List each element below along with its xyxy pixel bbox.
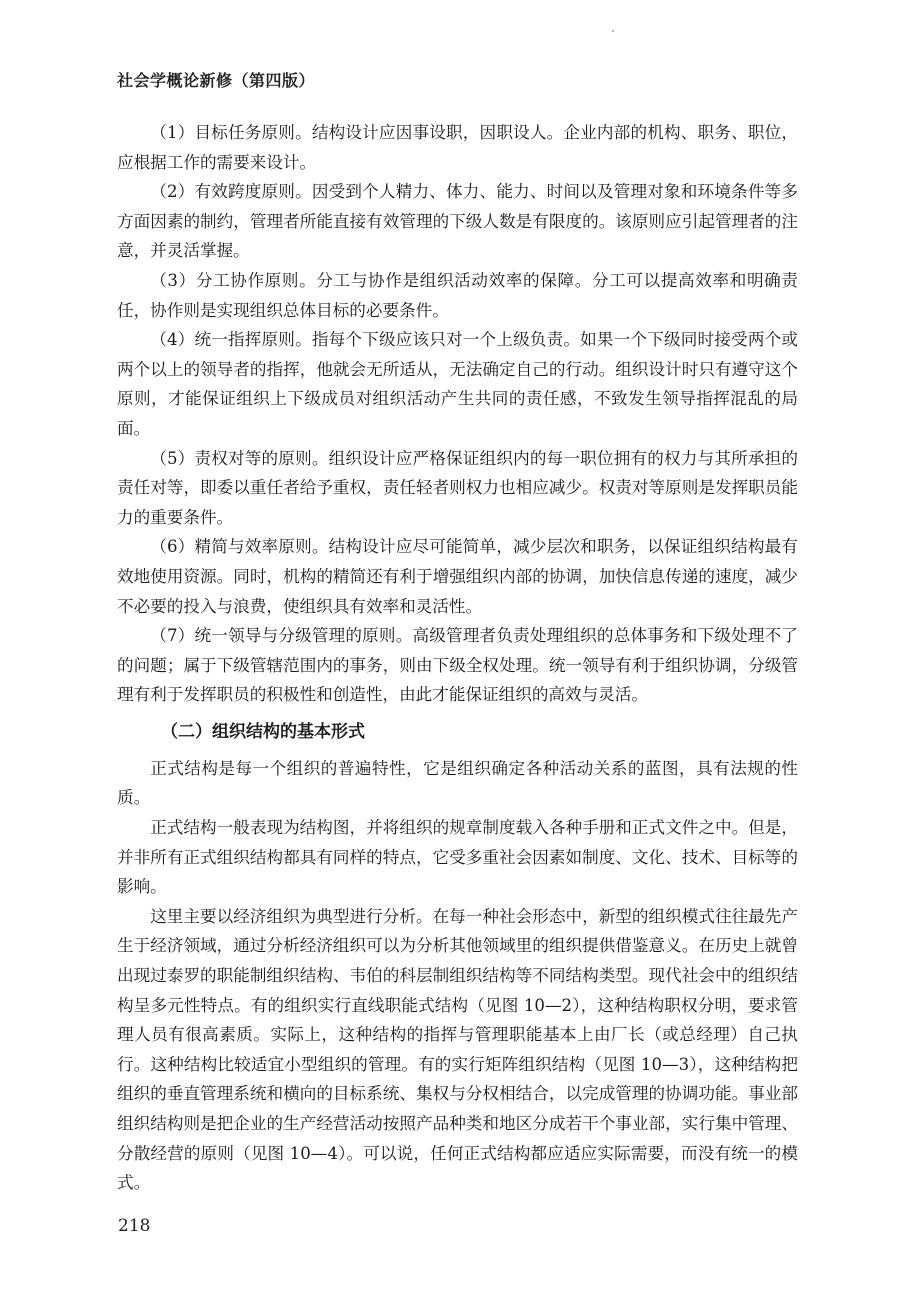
paragraph-economic-organization: 这里主要以经济组织为典型进行分析。在每一种社会形态中，新型的组织模式往往最先产生于经济领域，通过分析经济组织可以为分析其他领域里的组织提供借鉴意义。在历史上就曾出现过泰罗的职能制组织结构、韦伯的科层制组织结构等不同结构类型。现代社会中的组织结构呈多元性特点。有的组织实行直线职能式结构（见图 10—2），这种结构职权分明，要求管理人员有很高素质。实际上，这种结构的指挥与管理职能基本上由厂长（或总经理）自己执行。这种结构比较适宜小型组织的管理。有的实行矩阵组织结构（见图 10—3），这种结构把组织的垂直管理系统和横向的目标系统、集权与分权相结合，以完成管理的协调功能。事业部组织结构则是把企业的生产经营活动按照产品种类和地区分成若干个事业部，实行集中管理、分散经营的原则（见图 10—4）。可以说，任何正式结构都应适应实际需要，而没有统一的模式。 [117,906,798,1193]
paragraph-principle-2: （2）有效跨度原则。因受到个人精力、体力、能力、时间以及管理对象和环境条件等多方面因素的制约，管理者所能直接有效管理的下级人数是有限度的。该原则应引起管理者的注意，并灵活掌握。 [117,182,798,261]
paragraph-principle-6: （6）精简与效率原则。结构设计应尽可能简单，减少层次和职务，以保证组织结构最有效地使用资源。同时，机构的精简还有利于增强组织内部的协调，加快信息传递的速度，减少不必要的投入与浪费，使组织具有效率和灵活性。 [117,537,798,616]
paragraph-principle-3: （3）分工协作原则。分工与协作是组织活动效率的保障。分工可以提高效率和明确责任，协作则是实现组织总体目标的必要条件。 [117,270,798,320]
body-text [117,118,798,1198]
paragraph-principle-1: （1）目标任务原则。结构设计应因事设职，因职设人。企业内部的机构、职务、职位，应根据工作的需要来设计。 [117,123,798,172]
paragraph-principle-5: （5）责权对等的原则。组织设计应严格保证组织内的每一职位拥有的权力与其所承担的责任对等，即委以重任者给予重权，责任轻者则权力也相应减少。权责对等原则是发挥职员能力的重要条件。 [117,448,798,527]
paragraph-formal-structure: 正式结构是每一个组织的普遍特性，它是组织确定各种活动关系的蓝图，具有法规的性质。 [117,758,798,808]
scan-speck [612,30,614,32]
page-number: 218 [118,1216,151,1236]
running-head: 社会学概论新修（第四版） [117,71,316,90]
paragraph-structure-chart: 正式结构一般表现为结构图，并将组织的规章制度载入各种手册和正式文件之中。但是，并非所有正式组织结构都具有同样的特点，它受多重社会因素如制度、文化、技术、目标等的影响。 [117,818,798,897]
section-heading: （二）组织结构的基本形式 [161,721,365,742]
paragraph-principle-4: （4）统一指挥原则。指每个下级应该只对一个上级负责。如果一个下级同时接受两个或两个以上的领导者的指挥，他就会无所适从，无法确定自己的行动。组织设计时只有遵守这个原则，才能保证组织上下级成员对组织活动产生共同的责任感，不致发生领导指挥混乱的局面。 [117,330,798,438]
paragraph-principle-7: （7）统一领导与分级管理的原则。高级管理者负责处理组织的总体事务和下级处理不了的问题；属于下级管辖范围内的事务，则由下级全权处理。统一领导有利于组织协调，分级管理有利于发挥职员的积极性和创造性，由此才能保证组织的高效与灵活。 [117,626,798,705]
